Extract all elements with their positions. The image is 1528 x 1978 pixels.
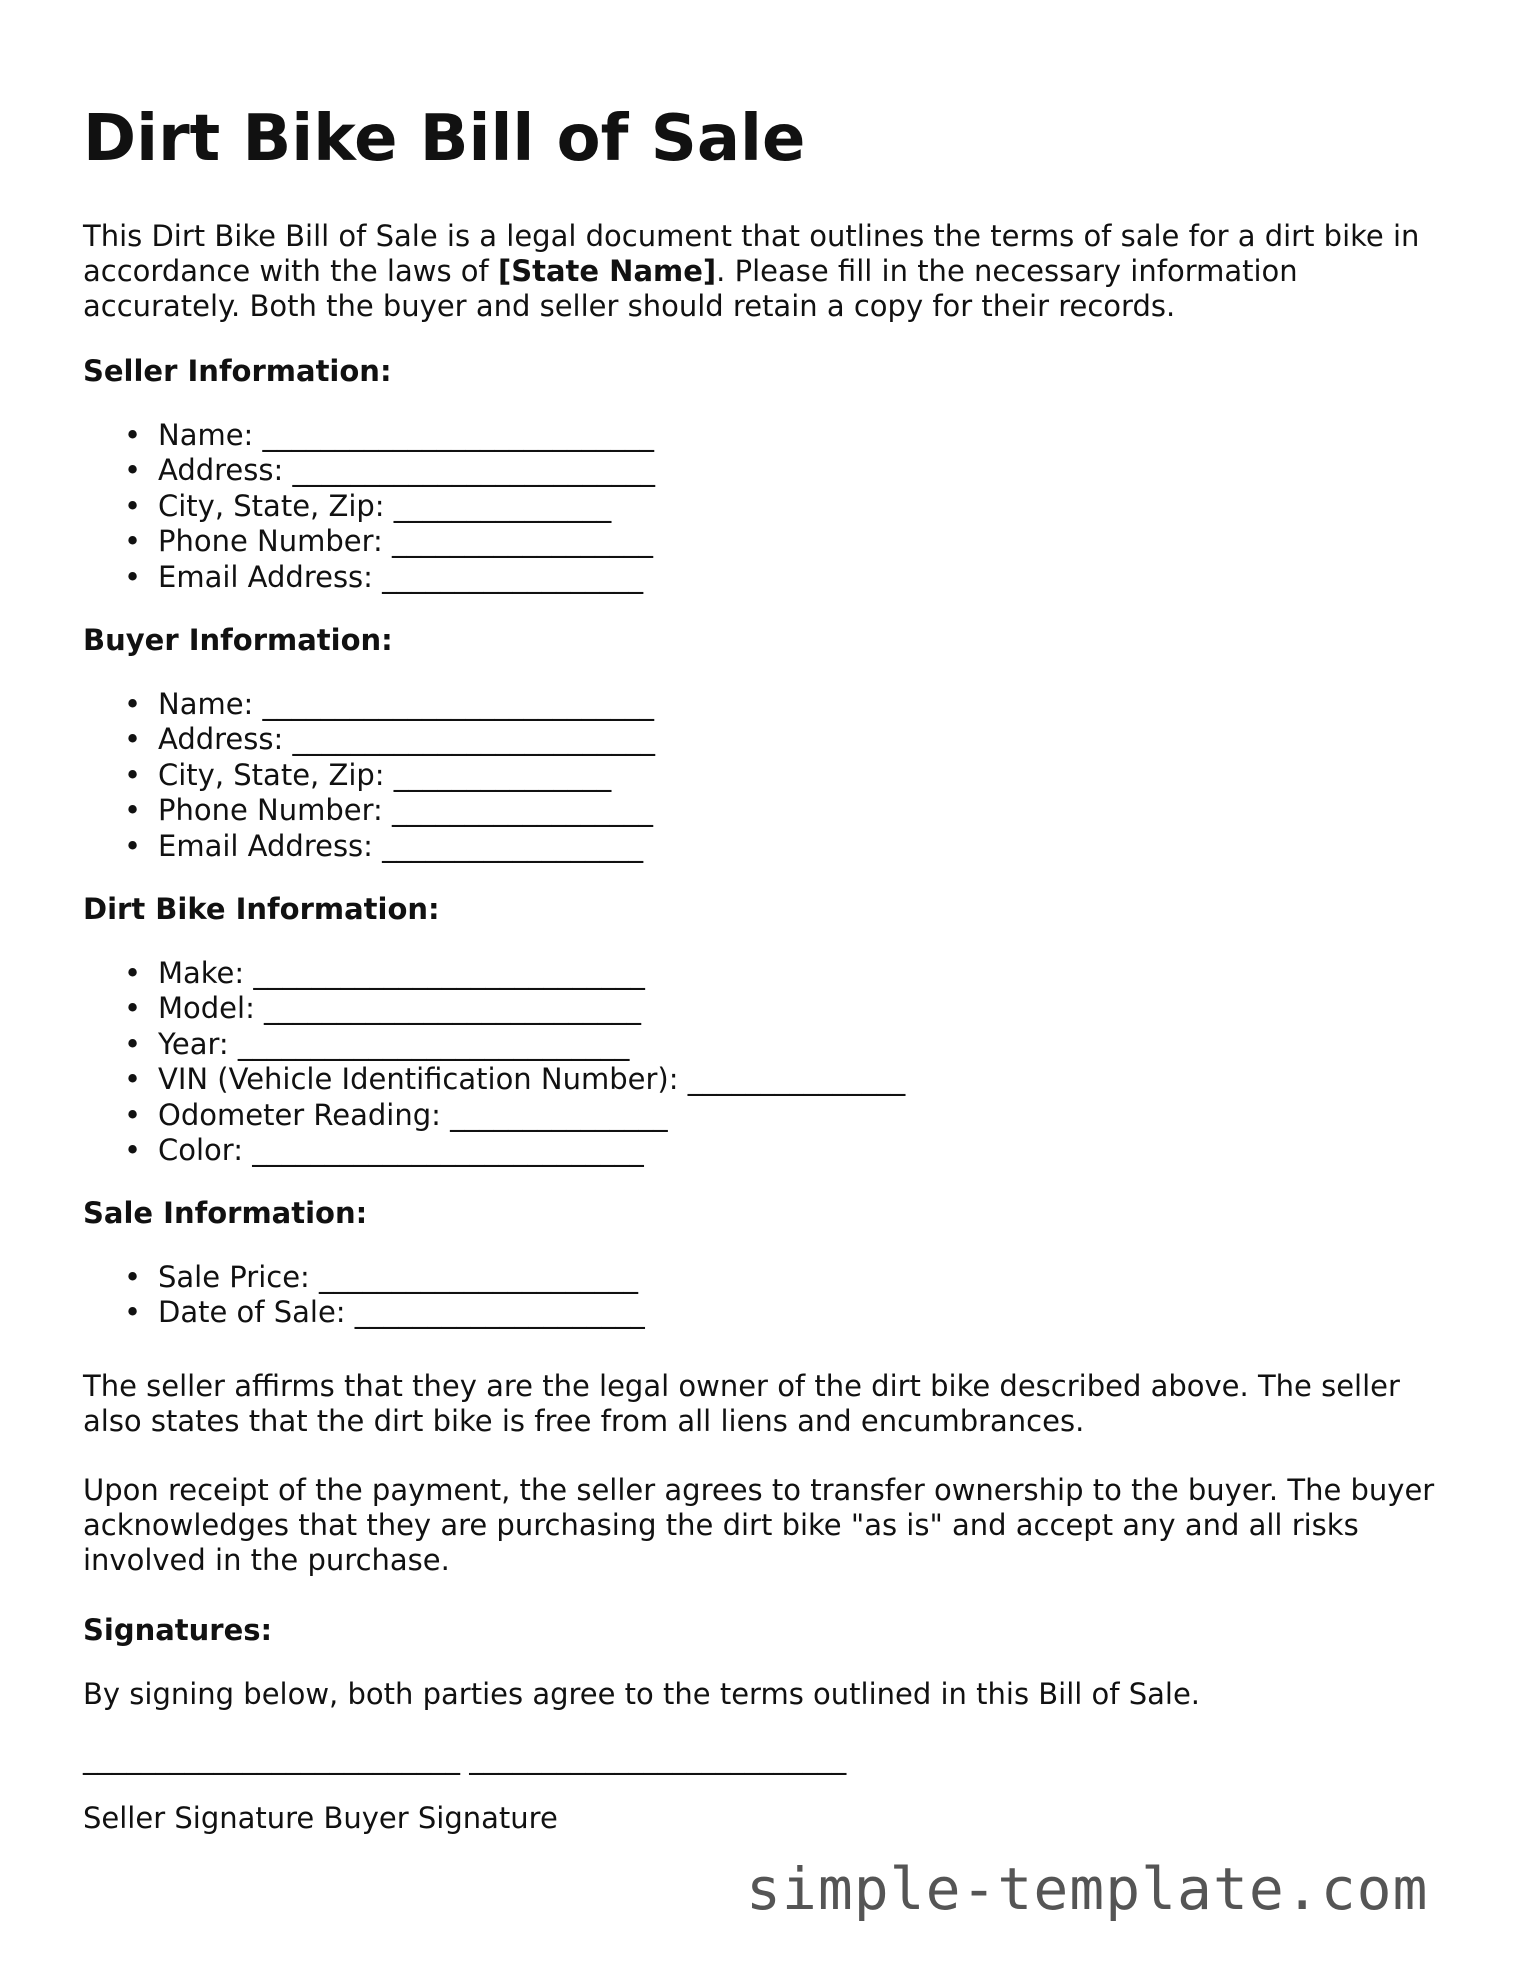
- document-title: Dirt Bike Bill of Sale: [83, 102, 806, 176]
- ownership-affirmation-paragraph: The seller affirms that they are the legal owner of the dirt bike described above. The seller also states that the dirt bike is free from all liens and encumbrances.: [83, 1369, 1400, 1438]
- bullet-icon: •: [124, 1097, 142, 1132]
- bullet-icon: •: [124, 559, 142, 594]
- buyer-phone-field[interactable]: • Phone Number: __________________: [124, 793, 654, 828]
- buyer-heading: Buyer Information:: [83, 623, 393, 657]
- signature-statement: By signing below, both parties agree to the terms outlined in this Bill of Sale.: [83, 1677, 1201, 1711]
- seller-phone-field[interactable]: • Phone Number: __________________: [124, 524, 654, 559]
- intro-text-start: This Dirt Bike Bill of Sale is a legal document that outlines the terms of sale for a dirt bike in accordance with the laws of: [83, 219, 1420, 288]
- ownership-transfer-paragraph: Upon receipt of the payment, the seller agrees to transfer ownership to the buyer. The buyer acknowledges that they are purchasing the dirt bike "as is" and accept any and all risks involved in the purchase.: [83, 1473, 1435, 1577]
- bullet-icon: •: [124, 524, 142, 559]
- signatures-heading: Signatures:: [83, 1613, 273, 1647]
- buyer-address-field[interactable]: • Address: _________________________: [124, 722, 655, 757]
- site-watermark: simple-template.com: [746, 1855, 1429, 1923]
- signature-labels: Seller Signature Buyer Signature: [83, 1801, 558, 1835]
- bullet-icon: •: [124, 1295, 142, 1330]
- intro-text-end: . Please fill in the necessary information accurately. Both the buyer and seller should retain a copy for their records.: [83, 254, 1298, 323]
- sale-heading: Sale Information:: [83, 1196, 368, 1230]
- bike-field-list: [83, 956, 905, 1168]
- bullet-icon: •: [124, 1260, 142, 1294]
- sale-price-field[interactable]: • Sale Price: ______________________: [124, 1260, 639, 1294]
- bike-vin-field[interactable]: • VIN (Vehicle Identification Number): _______________: [124, 1062, 906, 1097]
- bullet-icon: •: [124, 418, 142, 452]
- buyer-name-field[interactable]: • Name: ___________________________: [124, 687, 655, 721]
- bike-odometer-field[interactable]: • Odometer Reading: _______________: [124, 1097, 668, 1132]
- seller-city-state-zip-field[interactable]: • City, State, Zip: _______________: [124, 488, 612, 523]
- signature-lines[interactable]: __________________________ __________________________: [83, 1741, 847, 1775]
- seller-heading: Seller Information:: [83, 354, 392, 388]
- buyer-city-state-zip-field[interactable]: • City, State, Zip: _______________: [124, 757, 612, 792]
- buyer-field-list: [83, 687, 655, 864]
- seller-email-field[interactable]: • Email Address: __________________: [124, 559, 644, 594]
- bullet-icon: •: [124, 453, 142, 488]
- sale-date-field[interactable]: • Date of Sale: ____________________: [124, 1295, 645, 1330]
- seller-address-field[interactable]: • Address: _________________________: [124, 453, 655, 488]
- bullet-icon: •: [124, 828, 142, 863]
- seller-field-list: [83, 418, 655, 595]
- bike-color-field[interactable]: • Color: ___________________________: [124, 1133, 644, 1168]
- state-name-placeholder: [State Name]: [497, 254, 717, 288]
- bullet-icon: •: [124, 1133, 142, 1168]
- sale-field-list: [83, 1260, 645, 1331]
- bullet-icon: •: [124, 1026, 142, 1061]
- bullet-icon: •: [124, 488, 142, 523]
- bullet-icon: •: [124, 687, 142, 721]
- buyer-email-field[interactable]: • Email Address: __________________: [124, 828, 644, 863]
- bike-make-field[interactable]: • Make: ___________________________: [124, 956, 645, 990]
- seller-name-field[interactable]: • Name: ___________________________: [124, 418, 655, 452]
- bullet-icon: •: [124, 1062, 142, 1097]
- bullet-icon: •: [124, 793, 142, 828]
- bullet-icon: •: [124, 956, 142, 990]
- bullet-icon: •: [124, 722, 142, 757]
- bike-model-field[interactable]: • Model: __________________________: [124, 991, 642, 1026]
- bike-year-field[interactable]: • Year: ___________________________: [124, 1026, 630, 1061]
- intro-paragraph: [83, 219, 1453, 324]
- bike-heading: Dirt Bike Information:: [83, 892, 440, 926]
- bullet-icon: •: [124, 757, 142, 792]
- bullet-icon: •: [124, 991, 142, 1026]
